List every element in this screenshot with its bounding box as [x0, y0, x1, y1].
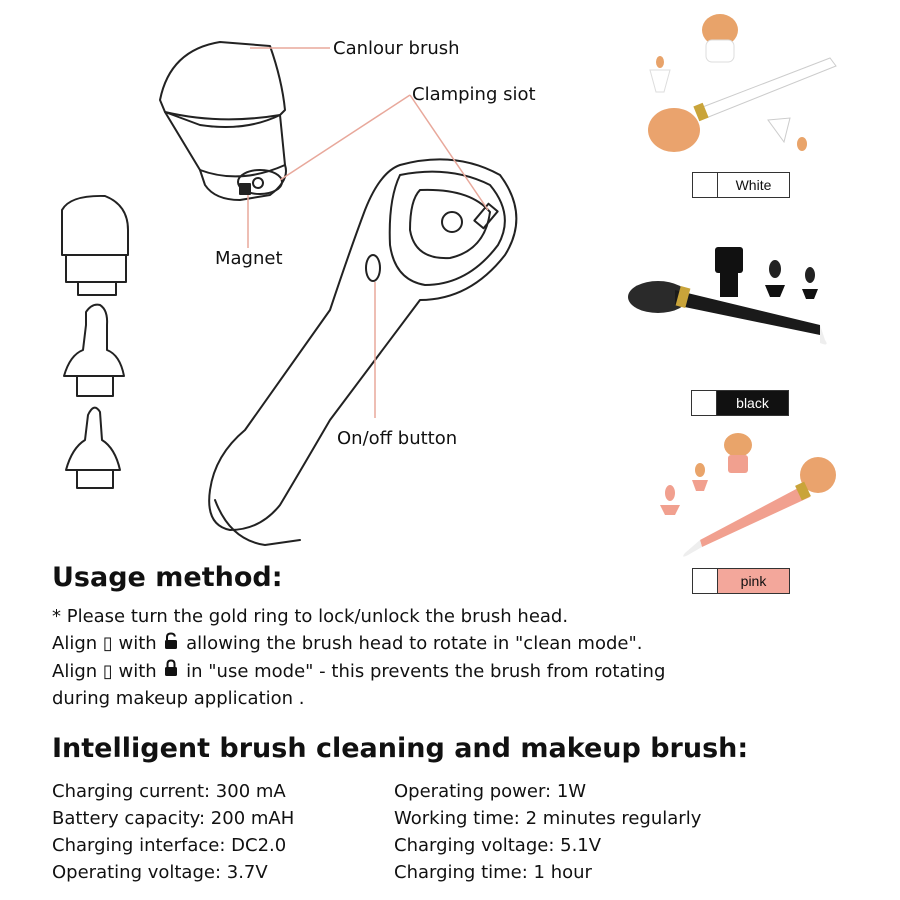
- spec-charging-interface: Charging interface: DC2.0: [52, 835, 287, 856]
- alignment-mark-icon: ▯: [102, 633, 113, 654]
- handle-outline: [209, 159, 516, 530]
- variant-chip-black: [692, 391, 717, 415]
- variant-chip-pink: [693, 569, 718, 593]
- spec-charging-voltage: Charging voltage: 5.1V: [394, 835, 602, 856]
- specs-title: Intelligent brush cleaning and makeup brush:: [52, 733, 749, 764]
- variant-label-white: [692, 172, 790, 198]
- variant-name-pink: pink: [718, 569, 789, 593]
- variant-chip-white: [693, 173, 718, 197]
- usage-instructions: [52, 603, 665, 712]
- specs-right-column: [394, 778, 701, 886]
- callout-contour-brush: Canlour brush: [333, 38, 460, 59]
- usage-line-2: [52, 630, 665, 658]
- unlock-icon: [162, 631, 180, 658]
- variant-name-white: White: [735, 177, 772, 193]
- accessory-cone: [64, 305, 124, 376]
- spec-battery-capacity: Battery capacity: 200 mAH: [52, 808, 295, 829]
- variant-name-black: black: [717, 391, 788, 415]
- accessory-contour: [62, 196, 128, 255]
- callout-magnet: Magnet: [215, 248, 283, 269]
- usage-line-4: during makeup application .: [52, 688, 305, 709]
- callout-onoff-button: On/off button: [337, 428, 458, 449]
- callout-clamping-slot: Clamping siot: [412, 84, 536, 105]
- spec-charging-current: Charging current: 300 mA: [52, 781, 286, 802]
- usage-line-3-prefix: Align: [52, 660, 103, 682]
- usage-line-2-prefix: Align: [52, 633, 103, 654]
- variant-label-pink: [692, 568, 790, 594]
- photo-black-variant: [620, 235, 900, 365]
- usage-line-1: * Please turn the gold ring to lock/unlock the brush head.: [52, 606, 569, 627]
- lock-icon: [162, 658, 180, 685]
- spec-working-time: Working time: 2 minutes regularly: [394, 808, 702, 829]
- spec-operating-power: Operating power: 1W: [394, 781, 587, 802]
- contour-head-body: [165, 112, 285, 176]
- variant-label-black: [691, 390, 789, 416]
- alignment-mark-icon: ▯: [102, 660, 113, 682]
- spec-charging-time: Charging time: 1 hour: [394, 862, 592, 883]
- photo-pink-variant: [630, 425, 900, 565]
- spec-operating-voltage: Operating voltage: 3.7V: [52, 862, 268, 883]
- usage-line-3-suffix: in "use mode" - this prevents the brush from rotating: [180, 660, 666, 682]
- specs-left-column: [52, 778, 294, 886]
- usage-line-3: [52, 658, 665, 686]
- usage-title: Usage method:: [52, 562, 283, 593]
- usage-line-2-with: with: [112, 633, 163, 654]
- usage-line-2-suffix: allowing the brush head to rotate in "clean mode".: [180, 633, 643, 654]
- accessory-pointed: [66, 408, 120, 470]
- contour-head-top: [160, 42, 285, 119]
- photo-white-variant: [640, 0, 900, 170]
- usage-line-3-with: with: [112, 660, 163, 682]
